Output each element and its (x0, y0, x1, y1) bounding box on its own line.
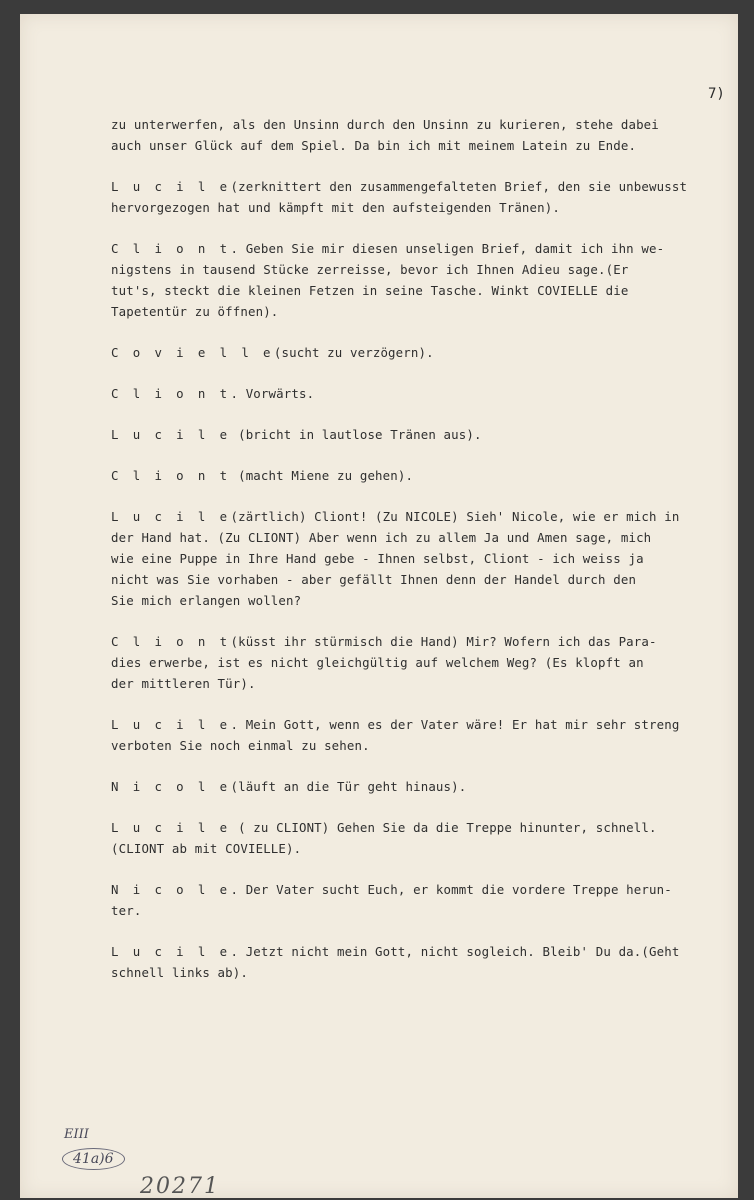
text-line (111, 238, 741, 259)
paragraph (111, 631, 741, 694)
paragraph (111, 941, 741, 983)
handwritten-archive-number: 20271 (140, 1174, 220, 1199)
dialogue-text: . Vorwärts. (230, 386, 315, 401)
paragraph (111, 506, 741, 611)
text-line: wie eine Puppe in Ihre Hand gebe - Ihnen selbst, Cliont - ich weiss ja (111, 551, 644, 566)
speaker-name: L u c i l e (111, 717, 231, 732)
speaker-name: C l i o n t (111, 241, 231, 256)
text-line: nicht was Sie vorhaben - aber gefällt Ihnen denn der Handel durch den (111, 572, 637, 587)
text-line: Sie mich erlangen wollen? (111, 593, 302, 608)
dialogue-text: (macht Miene zu gehen). (230, 468, 414, 483)
text-line: der mittleren Tür). (111, 676, 256, 691)
text-line (111, 342, 741, 363)
text-line: Tapetentür zu öffnen). (111, 304, 279, 319)
document-body (111, 114, 741, 1003)
text-line: zu unterwerfen, als den Unsinn durch den Unsinn zu kurieren, stehe dabei (111, 117, 659, 132)
text-line: (CLIONT ab mit COVIELLE). (111, 841, 302, 856)
paragraph (111, 465, 741, 486)
typewritten-page (20, 14, 738, 1198)
text-line (111, 383, 741, 404)
text-line (111, 176, 741, 197)
handwritten-roman-note: EIII (64, 1127, 89, 1142)
speaker-name: C l i o n t (111, 468, 231, 483)
paragraph (111, 238, 741, 322)
speaker-name: N i c o l e (111, 882, 231, 897)
speaker-name: L u c i l e (111, 944, 231, 959)
text-line: ter. (111, 903, 142, 918)
dialogue-text: . Geben Sie mir diesen unseligen Brief, damit ich ihn we- (230, 241, 665, 256)
paragraph (111, 383, 741, 404)
text-line (111, 941, 741, 962)
dialogue-text: (sucht zu verzögern). (273, 345, 434, 360)
paragraph (111, 714, 741, 756)
paragraph (111, 342, 741, 363)
text-line: hervorgezogen hat und kämpft mit den aufsteigenden Tränen). (111, 200, 560, 215)
dialogue-text: (küsst ihr stürmisch die Hand) Mir? Wofern ich das Para- (230, 634, 657, 649)
paragraph (111, 114, 741, 156)
paragraph (111, 879, 741, 921)
text-line (111, 465, 741, 486)
text-line (111, 879, 741, 900)
text-line (111, 506, 741, 527)
speaker-name: L u c i l e (111, 509, 231, 524)
dialogue-text: . Jetzt nicht mein Gott, nicht sogleich. Bleib' Du da.(Geht (230, 944, 680, 959)
dialogue-text: (zärtlich) Cliont! (Zu NICOLE) Sieh' Nicole, wie er mich in (230, 509, 680, 524)
text-line: nigstens in tausend Stücke zerreisse, bevor ich Ihnen Adieu sage.(Er (111, 262, 629, 277)
text-line: dies erwerbe, ist es nicht gleichgültig auf welchem Weg? (Es klopft an (111, 655, 644, 670)
text-line: tut's, steckt die kleinen Fetzen in seine Tasche. Winkt COVIELLE die (111, 283, 629, 298)
dialogue-text: . Mein Gott, wenn es der Vater wäre! Er hat mir sehr streng (230, 717, 680, 732)
page-number: 7) (708, 86, 725, 102)
paragraph (111, 176, 741, 218)
speaker-name: C l i o n t (111, 386, 231, 401)
text-line (111, 424, 741, 445)
dialogue-text: (bricht in lautlose Tränen aus). (230, 427, 482, 442)
speaker-name: N i c o l e (111, 779, 231, 794)
paragraph (111, 817, 741, 859)
paragraph (111, 424, 741, 445)
speaker-name: L u c i l e (111, 427, 231, 442)
speaker-name: L u c i l e (111, 179, 231, 194)
text-line (111, 631, 741, 652)
dialogue-text: (zerknittert den zusammengefalteten Brief, den sie unbewusst (230, 179, 688, 194)
text-line (111, 817, 741, 838)
speaker-name: C o v i e l l e (111, 345, 274, 360)
dialogue-text: ( zu CLIONT) Gehen Sie da die Treppe hinunter, schnell. (230, 820, 657, 835)
handwritten-circled-note: 41a)6 (62, 1148, 125, 1170)
text-line: der Hand hat. (Zu CLIONT) Aber wenn ich zu allem Ja und Amen sage, mich (111, 530, 652, 545)
text-line: auch unser Glück auf dem Spiel. Da bin ich mit meinem Latein zu Ende. (111, 138, 637, 153)
speaker-name: L u c i l e (111, 820, 231, 835)
text-line (111, 776, 741, 797)
dialogue-text: . Der Vater sucht Euch, er kommt die vordere Treppe herun- (230, 882, 672, 897)
text-line: schnell links ab). (111, 965, 248, 980)
paragraph (111, 776, 741, 797)
dialogue-text: (läuft an die Tür geht hinaus). (230, 779, 467, 794)
text-line: verboten Sie noch einmal zu sehen. (111, 738, 370, 753)
text-line (111, 714, 741, 735)
speaker-name: C l i o n t (111, 634, 231, 649)
